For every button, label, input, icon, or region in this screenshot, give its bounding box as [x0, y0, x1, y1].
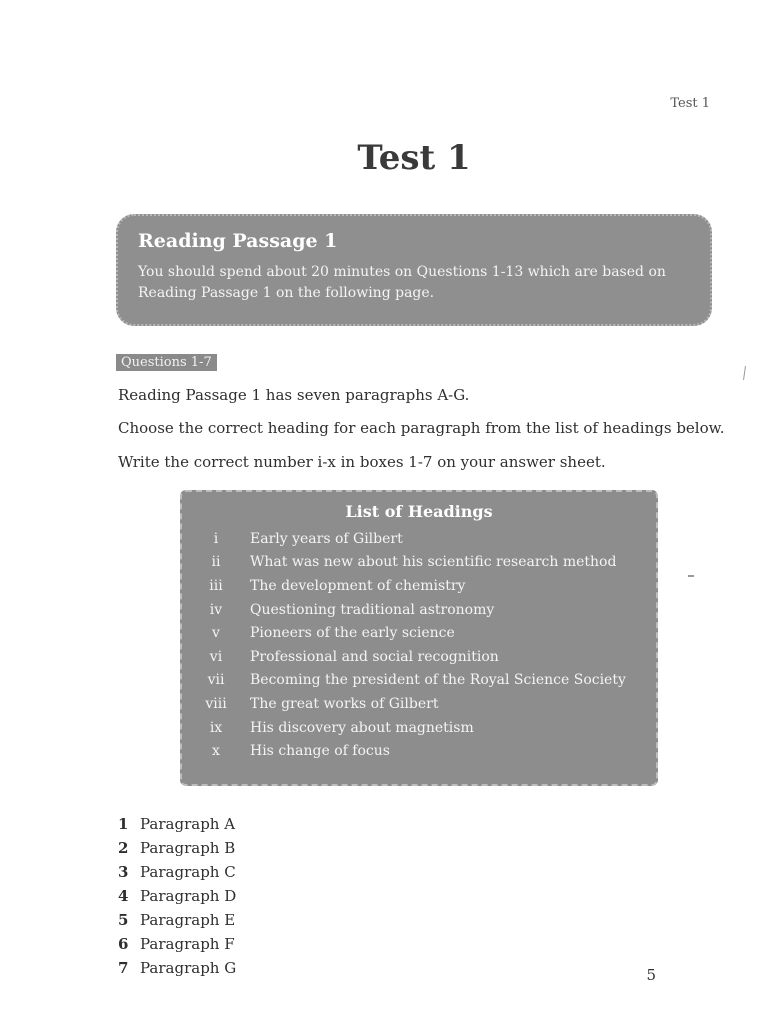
list-item — [182, 692, 656, 716]
instruction-choose-heading: Choose the correct heading for each paragraph from the list of headings below. — [118, 419, 725, 437]
list-item — [182, 598, 656, 622]
passage-heading: Reading Passage 1 — [138, 230, 338, 252]
question-number: 2 — [118, 839, 129, 857]
running-header: Test 1 — [670, 96, 710, 111]
question-text: Paragraph G — [140, 959, 237, 977]
heading-numeral: vii — [207, 672, 225, 689]
list-item — [182, 527, 656, 551]
question-number: 7 — [118, 959, 129, 977]
list-item — [182, 645, 656, 669]
instruction-write-number: Write the correct number i-x in boxes 1-7 on your answer sheet. — [118, 453, 606, 471]
heading-numeral: i — [213, 530, 219, 547]
questions-label: Questions 1-7 — [116, 354, 217, 371]
heading-numeral: v — [212, 625, 220, 642]
question-text: Paragraph C — [140, 863, 236, 881]
question-text: Paragraph F — [140, 935, 235, 953]
question-text: Paragraph A — [140, 815, 236, 833]
question-text: Paragraph E — [140, 911, 236, 929]
question-row — [118, 860, 236, 884]
heading-text: What was new about his scientific research method — [250, 554, 617, 571]
page-title: Test 1 — [357, 138, 471, 178]
heading-text: Early years of Gilbert — [250, 530, 403, 547]
question-row — [118, 908, 236, 932]
heading-text: The development of chemistry — [250, 577, 466, 594]
list-item — [182, 574, 656, 598]
question-number: 1 — [118, 815, 129, 833]
heading-numeral: x — [212, 743, 220, 760]
heading-text: The great works of Gilbert — [250, 695, 439, 712]
question-row — [118, 932, 236, 956]
page-number: 5 — [646, 966, 656, 984]
list-item — [182, 621, 656, 645]
scan-mark — [688, 575, 694, 577]
heading-text: Professional and social recognition — [250, 648, 499, 665]
heading-numeral: vi — [209, 648, 223, 665]
headings-title: List of Headings — [345, 502, 493, 521]
scan-mark — [743, 366, 746, 380]
question-text: Paragraph D — [140, 887, 237, 905]
heading-numeral: viii — [205, 695, 227, 712]
instruction-paragraph-count: Reading Passage 1 has seven paragraphs A-G. — [118, 386, 470, 404]
question-number: 6 — [118, 935, 129, 953]
list-item — [182, 551, 656, 575]
question-number: 3 — [118, 863, 129, 881]
reading-passage-box — [116, 214, 712, 326]
heading-numeral: iv — [209, 601, 223, 618]
heading-numeral: ix — [209, 719, 223, 736]
question-row — [118, 884, 236, 908]
heading-numeral: ii — [211, 554, 221, 571]
heading-text: His discovery about magnetism — [250, 719, 474, 736]
list-item — [182, 716, 656, 740]
question-number: 4 — [118, 887, 129, 905]
list-item — [182, 739, 656, 763]
question-text: Paragraph B — [140, 839, 236, 857]
list-of-headings-box — [180, 490, 658, 786]
heading-numeral: iii — [209, 577, 223, 594]
question-row — [118, 956, 236, 980]
passage-instruction: You should spend about 20 minutes on Questions 1-13 which are based on Reading Passage 1 on the following page. — [138, 264, 666, 301]
heading-text: Questioning traditional astronomy — [250, 601, 495, 618]
heading-text: Becoming the president of the Royal Science Society — [250, 672, 626, 689]
heading-text: His change of focus — [250, 743, 390, 760]
question-row — [118, 836, 236, 860]
question-number: 5 — [118, 911, 129, 929]
heading-text: Pioneers of the early science — [250, 625, 455, 642]
question-row — [118, 812, 236, 836]
question-list — [118, 812, 236, 980]
list-item — [182, 669, 656, 693]
